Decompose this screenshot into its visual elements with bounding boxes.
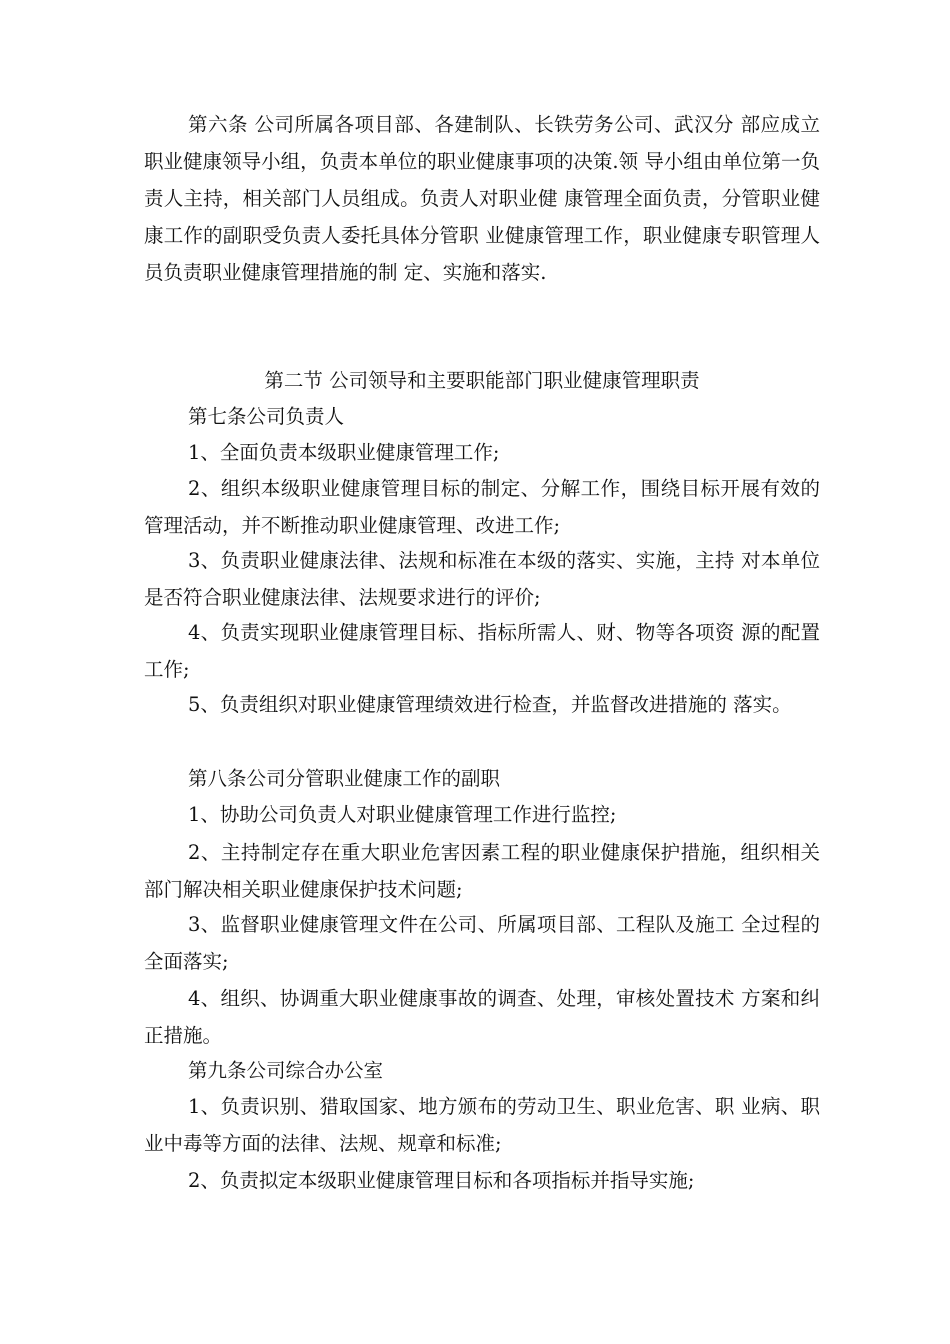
article-8-title: 第八条公司分管职业健康工作的副职 — [188, 767, 501, 790]
article-9-item-1: 1、负责识别、猎取国家、地方颁布的劳动卫生、职业危害、职 业病、职业中毒等方面的法律、法规、规章和标准; — [144, 1095, 820, 1155]
article-9-item-2: 2、负责拟定本级职业健康管理目标和各项指标并指导实施; — [188, 1169, 695, 1192]
section-heading: 第二节 公司领导和主要职能部门职业健康管理职责 — [264, 369, 700, 392]
article-6-paragraph: 第六条 公司所属各项目部、各建制队、长铁劳务公司、武汉分 部应成立职业健康领导小组，负责本单位的职业健康事项的决策.领 导小组由单位第一负责人主持，相关部门人员组成。负责人对职业健 康管理全面负责，分管职业健康工作的副职受负责人委托具体分管职 业健康管理工作，职业健康专职管理人员负责职业健康管理措施的制 定、实施和落实. — [144, 113, 820, 284]
article-7-title: 第七条公司负责人 — [188, 405, 345, 428]
article-9-title: 第九条公司综合办公室 — [188, 1059, 384, 1082]
article-8-item-2: 2、主持制定存在重大职业危害因素工程的职业健康保护措施，组织相关部门解决相关职业健康保护技术问题; — [144, 841, 820, 901]
article-7-item-4: 4、负责实现职业健康管理目标、指标所需人、财、物等各项资 源的配置工作; — [144, 621, 820, 681]
article-8-item-4: 4、组织、协调重大职业健康事故的调查、处理，审核处置技术 方案和纠正措施。 — [144, 987, 820, 1047]
article-7-item-3: 3、负责职业健康法律、法规和标准在本级的落实、实施，主持 对本单位是否符合职业健康法律、法规要求进行的评价; — [144, 549, 820, 609]
article-7-item-2: 2、组织本级职业健康管理目标的制定、分解工作，围绕目标开展有效的管理活动，并不断推动职业健康管理、改进工作; — [144, 477, 820, 537]
article-7-item-5: 5、负责组织对职业健康管理绩效进行检查，并监督改进措施的 落实。 — [188, 693, 792, 716]
article-8-item-3: 3、监督职业健康管理文件在公司、所属项目部、工程队及施工 全过程的全面落实; — [144, 913, 820, 973]
article-7-item-1: 1、全面负责本级职业健康管理工作; — [188, 441, 500, 464]
article-8-item-1: 1、协助公司负责人对职业健康管理工作进行监控; — [188, 803, 617, 826]
